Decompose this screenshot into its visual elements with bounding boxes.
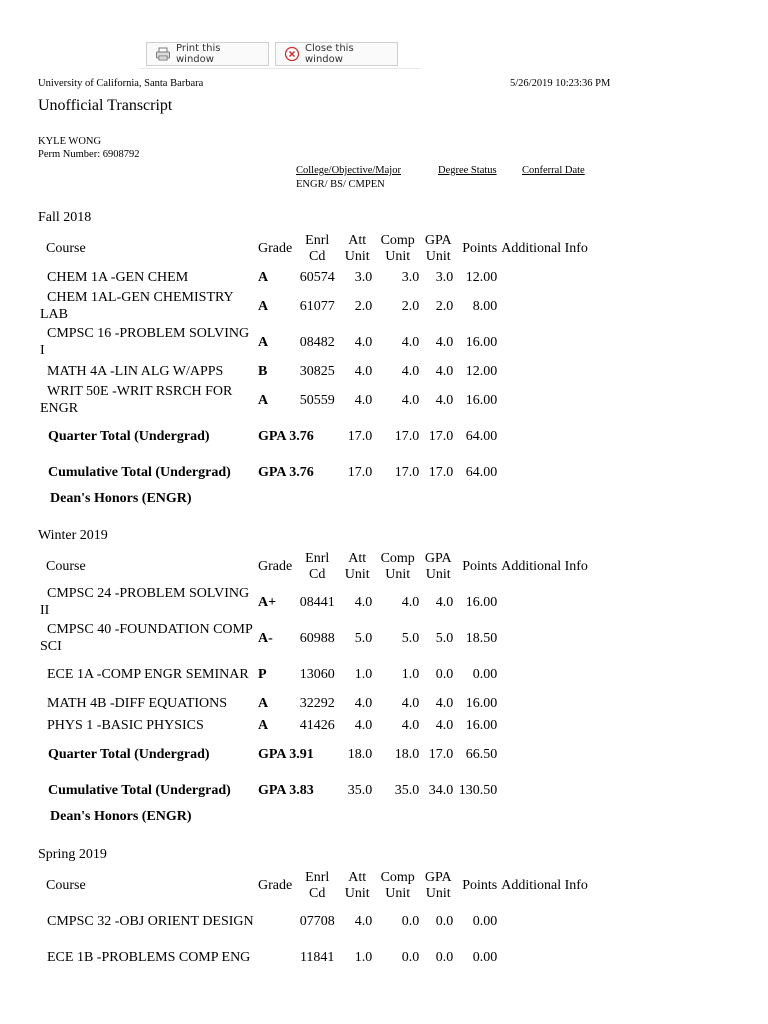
cell-att: 1.0 bbox=[354, 666, 373, 682]
cell-grade: A bbox=[258, 392, 269, 408]
quarter-gpa: GPA 3.76 bbox=[258, 428, 314, 444]
column-header-grade: Grade bbox=[258, 878, 293, 893]
column-header-att: Att Unit bbox=[344, 870, 370, 901]
honors-label: Dean's Honors (ENGR) bbox=[50, 809, 192, 824]
term-title: Fall 2018 bbox=[38, 210, 92, 225]
cumulative-att: 35.0 bbox=[347, 782, 373, 798]
cell-points: 16.00 bbox=[465, 594, 498, 610]
cell-att: 4.0 bbox=[354, 594, 373, 610]
cell-points: 12.00 bbox=[465, 363, 498, 379]
column-header-enrl: Enrl Cd bbox=[305, 551, 330, 582]
table-header-row bbox=[38, 550, 613, 584]
quarter-total-row bbox=[38, 418, 613, 454]
cell-comp: 4.0 bbox=[401, 594, 420, 610]
cell-att: 5.0 bbox=[354, 630, 373, 646]
quarter-gpa_unit: 17.0 bbox=[428, 428, 454, 444]
quarter-info bbox=[499, 736, 613, 772]
cell-points: 16.00 bbox=[465, 717, 498, 733]
cell-gpa: 0.0 bbox=[435, 666, 454, 682]
cumulative-total-label: Cumulative Total (Undergrad) bbox=[48, 782, 231, 798]
table-row bbox=[38, 714, 613, 736]
cumulative-points: 64.00 bbox=[465, 464, 498, 480]
cell-info bbox=[499, 692, 613, 714]
honors-label: Dean's Honors (ENGR) bbox=[50, 491, 192, 506]
course-table bbox=[38, 232, 613, 490]
cell-info bbox=[499, 360, 613, 382]
cell-info bbox=[499, 714, 613, 736]
cell-att: 1.0 bbox=[354, 949, 373, 965]
cell-course: CMPSC 16 -PROBLEM SOLVING I bbox=[40, 326, 250, 358]
term-section bbox=[38, 210, 758, 507]
cell-enrl: 13060 bbox=[299, 666, 335, 682]
cell-att: 4.0 bbox=[354, 913, 373, 929]
cell-gpa: 0.0 bbox=[435, 949, 454, 965]
column-header-comp: Comp Unit bbox=[380, 551, 415, 582]
student-name: KYLE WONG bbox=[38, 136, 102, 147]
cell-att: 3.0 bbox=[354, 269, 373, 285]
cell-info bbox=[499, 584, 613, 620]
cell-gpa: 3.0 bbox=[435, 269, 454, 285]
major-value: ENGR/ BS/ CMPEN bbox=[296, 179, 385, 190]
column-header-points: Points bbox=[462, 878, 498, 893]
cell-points: 16.00 bbox=[465, 334, 498, 350]
cumulative-att: 17.0 bbox=[347, 464, 373, 480]
cell-info bbox=[499, 620, 613, 656]
column-header-points: Points bbox=[462, 241, 498, 256]
table-row bbox=[38, 620, 613, 656]
cumulative-points: 130.50 bbox=[458, 782, 498, 798]
page-title: Unofficial Transcript bbox=[38, 97, 173, 114]
cell-enrl: 30825 bbox=[299, 363, 335, 379]
cell-course: CMPSC 40 -FOUNDATION COMP SCI bbox=[40, 622, 253, 654]
cell-points: 0.00 bbox=[472, 913, 498, 929]
table-row bbox=[38, 382, 613, 418]
column-header-att: Att Unit bbox=[344, 551, 370, 582]
cell-att: 4.0 bbox=[354, 363, 373, 379]
cell-att: 4.0 bbox=[354, 392, 373, 408]
cell-points: 0.00 bbox=[472, 949, 498, 965]
cell-gpa: 4.0 bbox=[435, 717, 454, 733]
course-table bbox=[38, 869, 613, 975]
cell-gpa: 2.0 bbox=[435, 298, 454, 314]
table-row bbox=[38, 266, 613, 288]
quarter-points: 64.00 bbox=[465, 428, 498, 444]
cumulative-comp: 35.0 bbox=[394, 782, 420, 798]
timestamp: 5/26/2019 10:23:36 PM bbox=[510, 78, 611, 89]
close-window-button[interactable] bbox=[275, 42, 398, 66]
cumulative-total-label: Cumulative Total (Undergrad) bbox=[48, 464, 231, 480]
cell-course: WRIT 50E -WRIT RSRCH FOR ENGR bbox=[40, 384, 233, 416]
column-header-enrl: Enrl Cd bbox=[305, 870, 330, 901]
cell-points: 16.00 bbox=[465, 392, 498, 408]
cell-points: 8.00 bbox=[472, 298, 498, 314]
cell-info bbox=[499, 382, 613, 418]
cell-grade: A bbox=[258, 334, 269, 350]
column-header-comp: Comp Unit bbox=[380, 870, 415, 901]
cell-comp: 2.0 bbox=[401, 298, 420, 314]
quarter-comp: 18.0 bbox=[394, 746, 420, 762]
quarter-gpa: GPA 3.91 bbox=[258, 746, 314, 762]
table-header-row bbox=[38, 232, 613, 266]
quarter-total-row bbox=[38, 736, 613, 772]
cell-gpa: 4.0 bbox=[435, 594, 454, 610]
column-header-info: Additional Info bbox=[501, 878, 588, 893]
table-row bbox=[38, 360, 613, 382]
cell-gpa: 4.0 bbox=[435, 695, 454, 711]
cell-enrl: 50559 bbox=[299, 392, 335, 408]
cumulative-info bbox=[499, 772, 613, 808]
quarter-points: 66.50 bbox=[465, 746, 498, 762]
cell-info bbox=[499, 288, 613, 324]
cell-enrl: 60574 bbox=[299, 269, 335, 285]
table-row bbox=[38, 324, 613, 360]
print-button-label: Print this window bbox=[176, 43, 221, 65]
cell-enrl: 61077 bbox=[299, 298, 335, 314]
column-header-course: Course bbox=[46, 559, 86, 574]
column-header-points: Points bbox=[462, 559, 498, 574]
column-header-info: Additional Info bbox=[501, 241, 588, 256]
cell-enrl: 07708 bbox=[299, 913, 335, 929]
cell-comp: 4.0 bbox=[401, 695, 420, 711]
cell-comp: 4.0 bbox=[401, 334, 420, 350]
cell-enrl: 41426 bbox=[299, 717, 335, 733]
table-header-row bbox=[38, 869, 613, 903]
quarter-comp: 17.0 bbox=[394, 428, 420, 444]
cell-grade: A+ bbox=[258, 594, 277, 610]
cumulative-gpa: GPA 3.76 bbox=[258, 464, 314, 480]
cell-grade bbox=[256, 903, 294, 939]
cell-info bbox=[499, 324, 613, 360]
cell-info bbox=[499, 266, 613, 288]
cell-points: 16.00 bbox=[465, 695, 498, 711]
cell-grade: P bbox=[258, 666, 267, 682]
cell-gpa: 4.0 bbox=[435, 392, 454, 408]
column-header-enrl: Enrl Cd bbox=[305, 233, 330, 264]
cell-points: 12.00 bbox=[465, 269, 498, 285]
cell-enrl: 08482 bbox=[299, 334, 335, 350]
cell-enrl: 32292 bbox=[299, 695, 335, 711]
cumulative-gpa_unit: 17.0 bbox=[428, 464, 454, 480]
course-table bbox=[38, 550, 613, 808]
cell-grade: B bbox=[258, 363, 268, 379]
cell-course: ECE 1A -COMP ENGR SEMINAR bbox=[47, 666, 249, 682]
cell-gpa: 5.0 bbox=[435, 630, 454, 646]
column-header-grade: Grade bbox=[258, 559, 293, 574]
close-icon bbox=[284, 46, 300, 62]
quarter-gpa_unit: 17.0 bbox=[428, 746, 454, 762]
cell-grade: A bbox=[258, 717, 269, 733]
major-column-header: College/Objective/Major bbox=[296, 165, 401, 176]
cell-points: 0.00 bbox=[472, 666, 498, 682]
cell-course: MATH 4B -DIFF EQUATIONS bbox=[47, 695, 228, 711]
column-header-gpa: GPA Unit bbox=[424, 551, 452, 582]
cumulative-gpa: GPA 3.83 bbox=[258, 782, 314, 798]
cell-comp: 4.0 bbox=[401, 363, 420, 379]
cell-course: PHYS 1 -BASIC PHYSICS bbox=[47, 717, 204, 733]
cell-grade: A- bbox=[258, 630, 273, 646]
cell-gpa: 0.0 bbox=[435, 913, 454, 929]
cell-info bbox=[499, 656, 613, 692]
cell-enrl: 08441 bbox=[299, 594, 335, 610]
cell-course: ECE 1B -PROBLEMS COMP ENG bbox=[47, 949, 251, 965]
column-header-course: Course bbox=[46, 878, 86, 893]
cumulative-info bbox=[499, 454, 613, 490]
cell-gpa: 4.0 bbox=[435, 334, 454, 350]
toolbar bbox=[0, 42, 768, 68]
term-section bbox=[38, 528, 758, 825]
conferral-date-header: Conferral Date bbox=[522, 165, 585, 176]
cell-att: 4.0 bbox=[354, 695, 373, 711]
cumulative-total-row bbox=[38, 454, 613, 490]
quarter-att: 17.0 bbox=[347, 428, 373, 444]
column-header-course: Course bbox=[46, 241, 86, 256]
cell-course: MATH 4A -LIN ALG W/APPS bbox=[47, 363, 224, 379]
cell-att: 2.0 bbox=[354, 298, 373, 314]
table-row bbox=[38, 656, 613, 692]
cumulative-total-row bbox=[38, 772, 613, 808]
cell-gpa: 4.0 bbox=[435, 363, 454, 379]
cell-comp: 0.0 bbox=[401, 913, 420, 929]
column-header-grade: Grade bbox=[258, 241, 293, 256]
column-header-info: Additional Info bbox=[501, 559, 588, 574]
cell-course: CMPSC 24 -PROBLEM SOLVING II bbox=[40, 586, 250, 618]
cell-grade: A bbox=[258, 269, 269, 285]
cell-info bbox=[499, 939, 613, 975]
term-title: Winter 2019 bbox=[38, 528, 108, 543]
cell-comp: 4.0 bbox=[401, 392, 420, 408]
toolbar-divider bbox=[140, 68, 420, 69]
cell-course: CHEM 1AL-GEN CHEMISTRY LAB bbox=[40, 290, 234, 322]
table-row bbox=[38, 939, 613, 975]
quarter-att: 18.0 bbox=[347, 746, 373, 762]
cell-enrl: 60988 bbox=[299, 630, 335, 646]
cell-course: CHEM 1A -GEN CHEM bbox=[47, 269, 189, 285]
close-button-label: Close this window bbox=[305, 43, 354, 65]
cumulative-gpa_unit: 34.0 bbox=[428, 782, 454, 798]
quarter-total-label: Quarter Total (Undergrad) bbox=[48, 428, 210, 444]
cell-grade: A bbox=[258, 298, 269, 314]
table-row bbox=[38, 288, 613, 324]
cell-info bbox=[499, 903, 613, 939]
cell-comp: 0.0 bbox=[401, 949, 420, 965]
cell-grade bbox=[256, 939, 294, 975]
cell-points: 18.50 bbox=[465, 630, 498, 646]
cell-grade: A bbox=[258, 695, 269, 711]
quarter-info bbox=[499, 418, 613, 454]
university-name: University of California, Santa Barbara bbox=[38, 78, 204, 89]
printer-icon bbox=[155, 46, 171, 62]
cell-att: 4.0 bbox=[354, 334, 373, 350]
perm-number: Perm Number: 6908792 bbox=[38, 149, 140, 160]
term-section bbox=[38, 847, 758, 975]
table-row bbox=[38, 692, 613, 714]
table-row bbox=[38, 903, 613, 939]
student-info bbox=[38, 135, 140, 161]
column-header-gpa: GPA Unit bbox=[424, 870, 452, 901]
table-row bbox=[38, 584, 613, 620]
degree-status-header: Degree Status bbox=[438, 165, 497, 176]
cell-course: CMPSC 32 -OBJ ORIENT DESIGN bbox=[47, 913, 254, 929]
cell-comp: 1.0 bbox=[401, 666, 420, 682]
cell-att: 4.0 bbox=[354, 717, 373, 733]
cell-comp: 3.0 bbox=[401, 269, 420, 285]
cell-comp: 5.0 bbox=[401, 630, 420, 646]
term-title: Spring 2019 bbox=[38, 847, 107, 862]
cell-comp: 4.0 bbox=[401, 717, 420, 733]
column-header-att: Att Unit bbox=[344, 233, 370, 264]
cumulative-comp: 17.0 bbox=[394, 464, 420, 480]
cell-enrl: 11841 bbox=[299, 949, 335, 965]
print-button[interactable] bbox=[146, 42, 269, 66]
quarter-total-label: Quarter Total (Undergrad) bbox=[48, 746, 210, 762]
column-header-comp: Comp Unit bbox=[380, 233, 415, 264]
column-header-gpa: GPA Unit bbox=[424, 233, 452, 264]
